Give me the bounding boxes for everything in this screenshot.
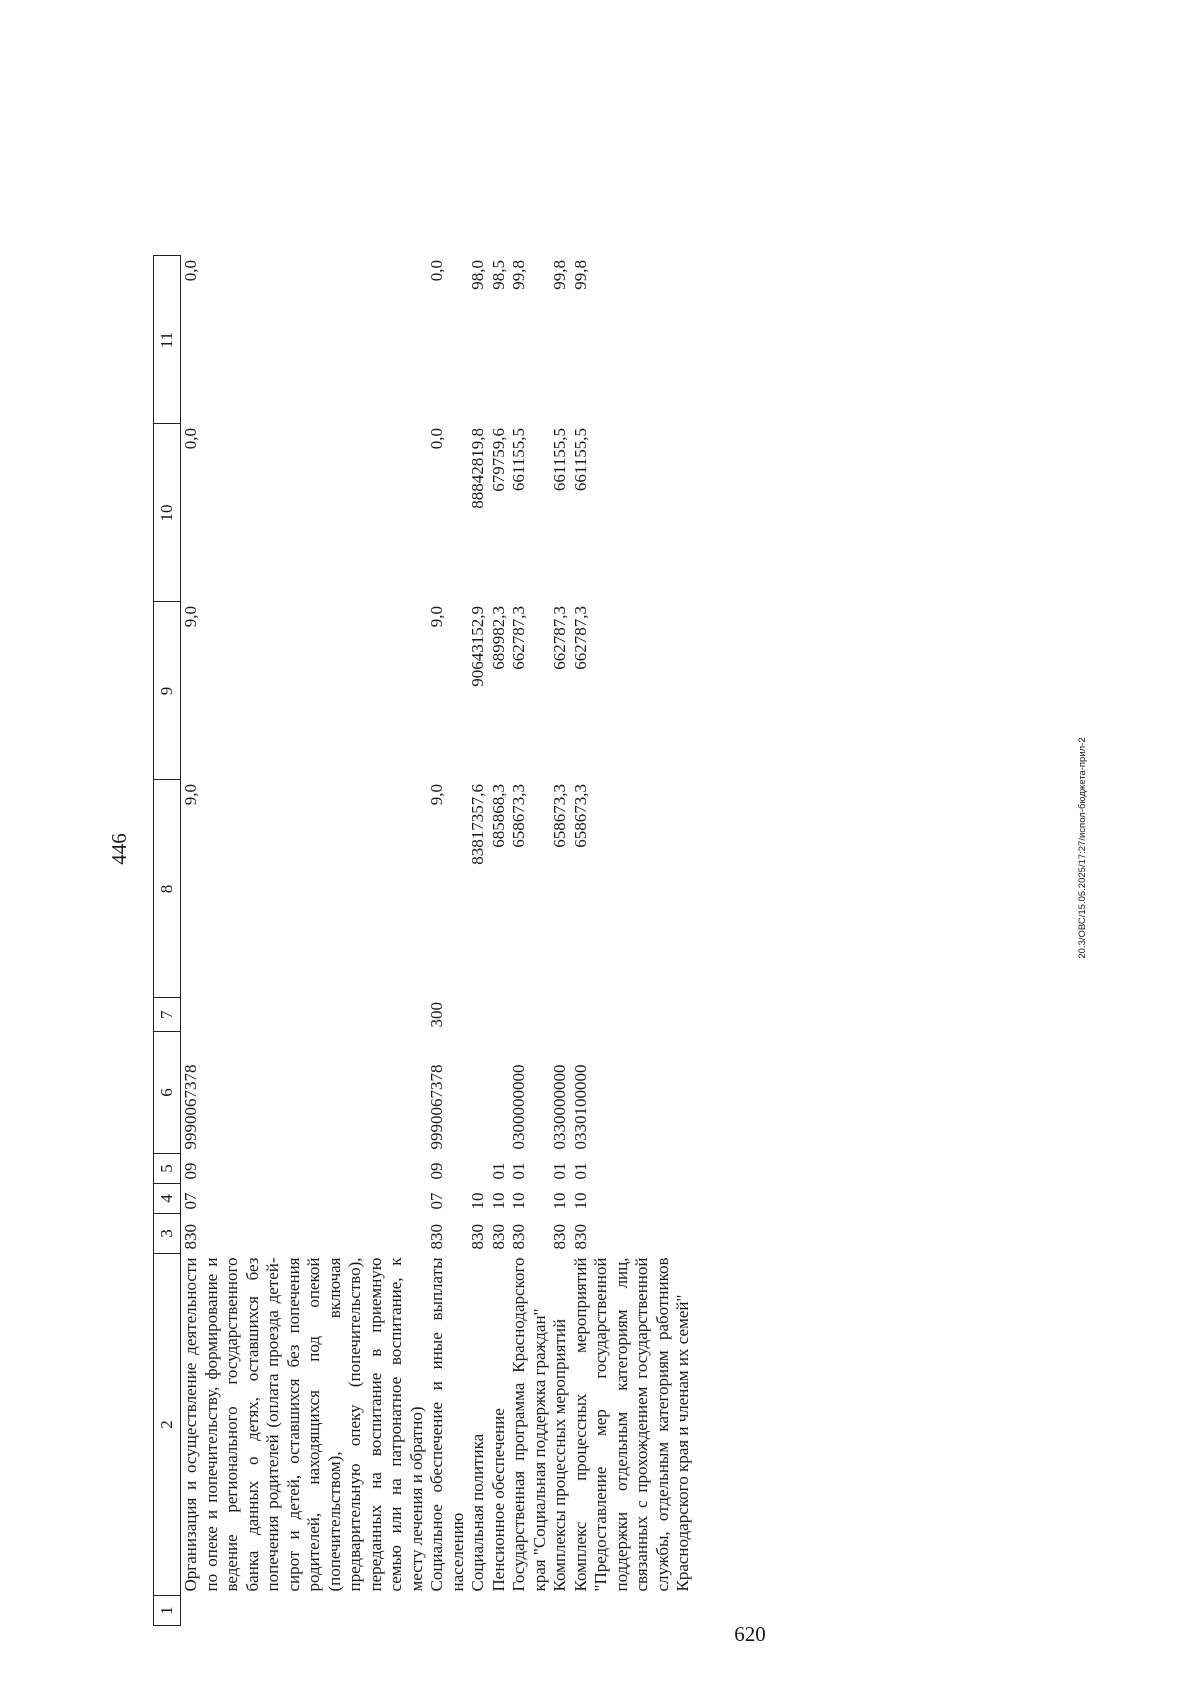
cell-plan: 658673,3 [570, 784, 590, 848]
table-row [468, 256, 489, 1626]
cell-pr [468, 1154, 489, 1184]
cell-vr [181, 998, 428, 1032]
cell-plan: 685868,3 [488, 784, 508, 848]
cell-col10: 0,0 [427, 428, 446, 450]
cell-col10: 0,0 [181, 428, 200, 450]
cell-ved: 830 [468, 1224, 487, 1250]
cell-rz: 07 [181, 1192, 200, 1210]
cell-csr: 9990067378 [181, 1064, 200, 1150]
column-header: 10 [154, 424, 181, 602]
cell-col10: 661155,5 [509, 428, 528, 492]
cell-col10: 661155,5 [570, 428, 590, 492]
table-row [489, 256, 510, 1626]
cell-vr [468, 998, 489, 1032]
column-header: 9 [154, 602, 181, 780]
cell-index [181, 1596, 428, 1626]
cell-index [509, 1596, 550, 1626]
cell-csr: 0300000000 [509, 1064, 528, 1150]
cell-rz: 10 [468, 1192, 487, 1210]
cell-name: Комплексы процессных мероприятий [550, 1318, 569, 1592]
cell-vr: 300 [427, 1002, 446, 1028]
cell-col10: 88842819,8 [468, 428, 487, 509]
cell-pr: 01 [488, 1162, 508, 1180]
column-header: 4 [154, 1184, 181, 1214]
cell-col10: 679759,6 [488, 428, 508, 492]
cell-ved: 830 [427, 1224, 446, 1250]
table-row [427, 256, 468, 1626]
cell-ved: 830 [181, 1224, 200, 1250]
cell-name: Социальное обеспечение и иные выплаты населению [427, 1257, 467, 1592]
cell-rz: 07 [427, 1192, 446, 1210]
budget-execution-table [153, 256, 694, 1627]
cell-ved: 830 [550, 1224, 569, 1250]
cell-rz: 10 [488, 1192, 508, 1210]
table-row [509, 256, 550, 1626]
cell-rz: 10 [550, 1192, 569, 1210]
cell-ved: 830 [570, 1224, 590, 1250]
cell-col11: 99,8 [509, 260, 528, 290]
cell-col10: 661155,5 [550, 428, 569, 492]
rotated-page-content [95, 48, 1105, 1648]
cell-fact: 9,0 [427, 606, 446, 628]
cell-col11: 0,0 [427, 260, 446, 282]
column-header: 5 [154, 1154, 181, 1184]
cell-ved: 830 [488, 1224, 508, 1250]
table-row [550, 256, 571, 1626]
column-header: 8 [154, 780, 181, 998]
column-header: 6 [154, 1032, 181, 1154]
cell-fact: 662787,3 [570, 606, 590, 670]
cell-fact: 9,0 [181, 606, 200, 628]
cell-col11: 99,8 [550, 260, 569, 290]
cell-pr: 09 [181, 1162, 200, 1180]
cell-fact: 90643152,9 [468, 606, 487, 687]
cell-csr [489, 1032, 510, 1154]
cell-ved: 830 [509, 1224, 528, 1250]
column-header: 2 [154, 1254, 181, 1596]
footer-page-number: 620 [734, 1622, 766, 1646]
cell-rz: 10 [570, 1192, 590, 1210]
column-header: 7 [154, 998, 181, 1032]
cell-csr: 9990067378 [427, 1064, 446, 1150]
table-row [181, 256, 428, 1626]
cell-plan: 9,0 [181, 784, 200, 806]
cell-vr [571, 998, 694, 1032]
cell-name: Комплекс процессных мероприятий "Предоставление мер государственной поддержки отдельным категориям лиц, связанных с прохождением государственной службы, отдельным категориям работников Краснодарского края и членам их семей" [570, 1257, 692, 1592]
column-header: 1 [154, 1596, 181, 1626]
cell-pr: 01 [550, 1162, 569, 1180]
cell-pr: 01 [509, 1162, 528, 1180]
cell-index [571, 1596, 694, 1626]
cell-vr [550, 998, 571, 1032]
cell-index [489, 1596, 510, 1626]
cell-index [427, 1596, 468, 1626]
document-code: 20.3/ОВС/15.05.2025/17:27/испол-бюджета-прил-2 [1077, 737, 1088, 959]
cell-name: Государственная программа Краснодарского края "Социальная поддержка граждан" [509, 1257, 549, 1592]
cell-plan: 9,0 [427, 784, 446, 806]
cell-csr [468, 1032, 489, 1154]
cell-col11: 98,5 [488, 260, 508, 290]
cell-index [468, 1596, 489, 1626]
cell-pr: 01 [570, 1162, 590, 1180]
cell-col11: 98,0 [468, 260, 487, 290]
cell-name: Пенсионное обеспечение [488, 1408, 508, 1592]
cell-rz: 10 [509, 1192, 528, 1210]
cell-col11: 0,0 [181, 260, 200, 282]
cell-fact: 662787,3 [509, 606, 528, 670]
column-header: 11 [154, 256, 181, 424]
cell-vr [509, 998, 550, 1032]
cell-col11: 99,8 [570, 260, 590, 290]
cell-index [550, 1596, 571, 1626]
cell-vr [489, 998, 510, 1032]
table-row [571, 256, 694, 1626]
cell-csr: 0330100000 [570, 1064, 590, 1150]
cell-fact: 689982,3 [488, 606, 508, 670]
cell-name: Социальная политика [468, 1433, 487, 1592]
header-page-number: 446 [107, 833, 131, 865]
cell-name: Организация и осуществление деятельности по опеке и попечительству, формирование и ведение регионального государственного банка данных о детях, оставшихся без попечения родителей (оплата проезда детей-сирот и детей, оставшихся без попечения родителей, находящихся под опекой (попечительством), включая предварительную опеку (попечительство), переданных на воспитание в приемную семью или на патронатное воспитание, к месту лечения и обратно) [181, 1257, 426, 1592]
cell-fact: 662787,3 [550, 606, 569, 670]
table-header-row [154, 256, 181, 1626]
cell-pr: 09 [427, 1162, 446, 1180]
column-header: 3 [154, 1214, 181, 1254]
cell-plan: 658673,3 [509, 784, 528, 848]
cell-csr: 0330000000 [550, 1064, 569, 1150]
cell-plan: 658673,3 [550, 784, 569, 848]
cell-plan: 83817357,6 [468, 784, 487, 865]
